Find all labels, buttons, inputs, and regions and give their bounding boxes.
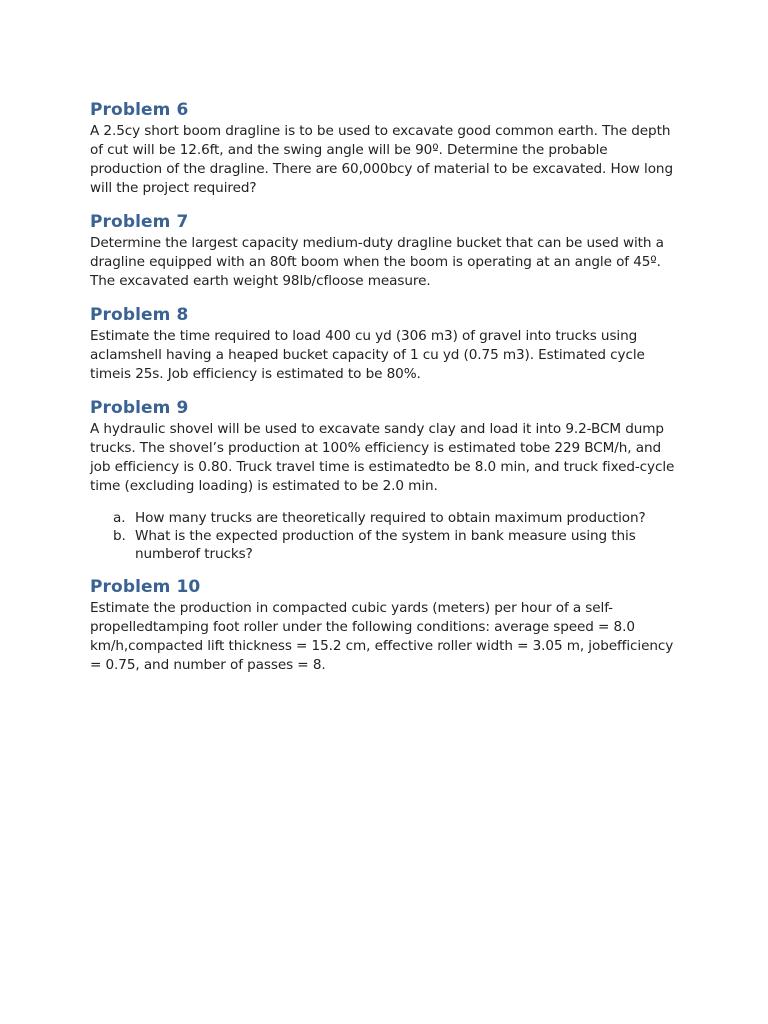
problem-8	[90, 304, 680, 384]
list-marker-a: a.	[113, 510, 126, 526]
problem-7-text: Determine the largest capacity medium-duty dragline bucket that can be used with a dragline equipped with an 80ft boom when the boom is operating at an angle of 45º. The excavated earth weight 98lb/cfloose measure.	[90, 235, 664, 289]
question-b-text: What is the expected production of the system in bank measure using this numberof trucks?	[135, 528, 636, 562]
problem-10-heading: Problem 10	[90, 577, 201, 597]
document-page	[90, 99, 680, 675]
problem-6-heading: Problem 6	[90, 100, 189, 120]
problem-8-text: Estimate the time required to load 400 cu yd (306 m3) of gravel into trucks using aclamshell having a heaped bucket capacity of 1 cu yd (0.75 m3). Estimated cycle timeis 25s. Job efficiency is estimated to be 80%.	[90, 328, 645, 382]
problem-9-text: A hydraulic shovel will be used to excavate sandy clay and load it into 9.2-BCM dump trucks. The shovel’s production at 100% efficiency is estimated tobe 229 BCM/h, and job efficiency is 0.80. Truck travel time is estimatedto be 8.0 min, and truck fixed-cycle time (excluding loading) is estimated to be 2.0 min.	[90, 421, 675, 494]
problem-6-text: A 2.5cy short boom dragline is to be used to excavate good common earth. The depth of cut will be 12.6ft, and the swing angle will be 90º. Determine the probable production of the dragline. There are 60,000bcy of material to be excavated. How long will the project required?	[90, 123, 673, 196]
problem-7	[90, 211, 680, 291]
problem-7-heading: Problem 7	[90, 212, 189, 232]
problem-9	[90, 397, 680, 563]
list-item	[90, 509, 680, 527]
problem-6	[90, 99, 680, 198]
list-marker-b: b.	[113, 528, 126, 544]
list-item	[90, 527, 680, 563]
problem-9-questions	[90, 509, 680, 563]
problem-10	[90, 576, 680, 675]
problem-9-heading: Problem 9	[90, 398, 189, 418]
question-a-text: How many trucks are theoretically required to obtain maximum production?	[135, 510, 646, 526]
problem-8-heading: Problem 8	[90, 305, 189, 325]
problem-10-text: Estimate the production in compacted cubic yards (meters) per hour of a self-propelledtamping foot roller under the following conditions: average speed = 8.0 km/h,compacted lift thickness = 15.2 cm, effective roller width = 3.05 m, jobefficiency = 0.75, and number of passes = 8.	[90, 600, 674, 673]
